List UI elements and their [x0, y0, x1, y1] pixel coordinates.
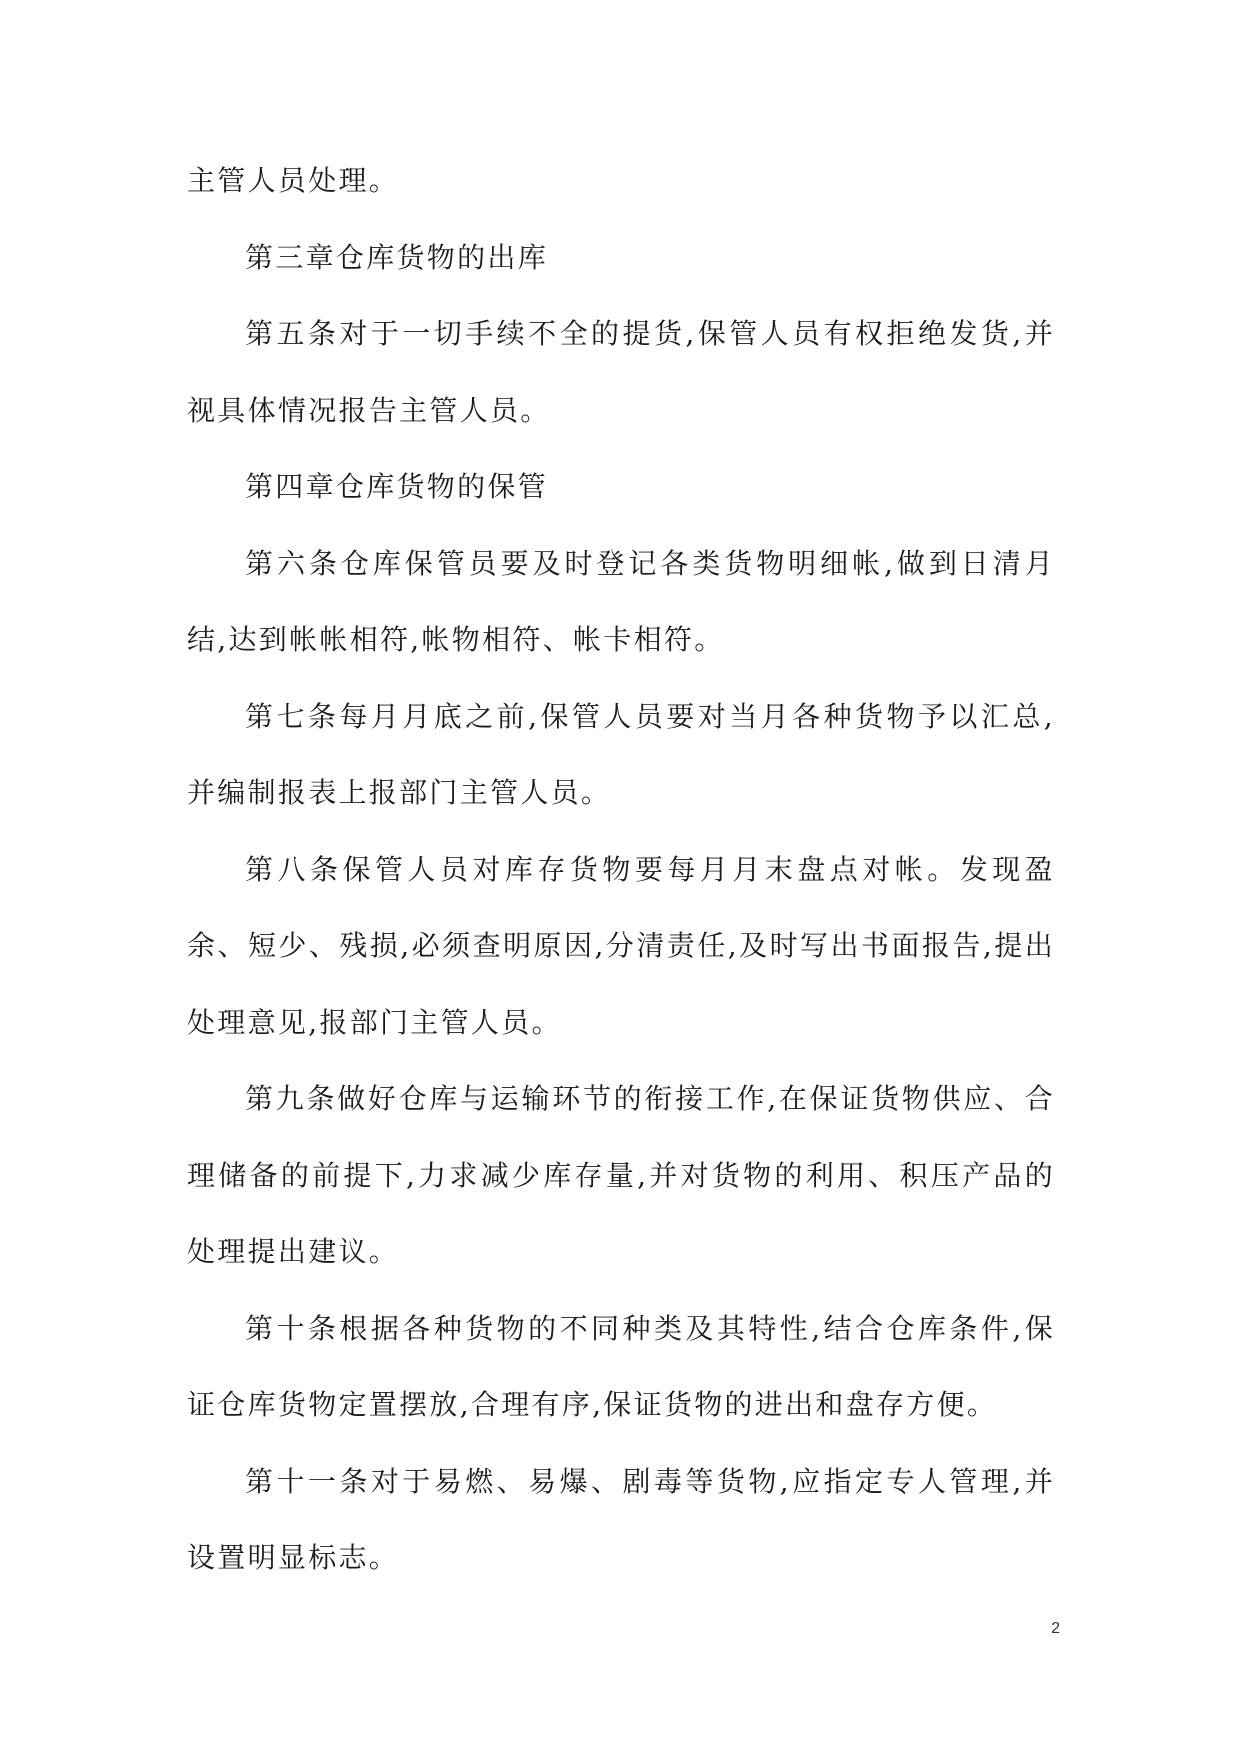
chapter-heading-3: 第三章仓库货物的出库 [245, 240, 549, 274]
article-5: 第五条对于一切手续不全的提货,保管人员有权拒绝发货,并视具体情况报告主管人员。 [187, 317, 1055, 427]
document-body [187, 143, 1055, 1597]
article-8: 第八条保管人员对库存货物要每月月末盘点对帐。发现盈余、短少、残损,必须查明原因,分清责任,及时写出书面报告,提出处理意见,报部门主管人员。 [187, 852, 1055, 1039]
article-7: 第七条每月月底之前,保管人员要对当月各种货物予以汇总,并编制报表上报部门主管人员。 [187, 699, 1055, 809]
paragraph-continuation: 主管人员处理。 [187, 164, 400, 197]
article-6: 第六条仓库保管员要及时登记各类货物明细帐,做到日清月结,达到帐帐相符,帐物相符、帐卡相符。 [187, 546, 1055, 656]
chapter-heading-4: 第四章仓库货物的保管 [245, 470, 549, 503]
article-9: 第九条做好仓库与运输环节的衔接工作,在保证货物供应、合理储备的前提下,力求减少库存量,并对货物的利用、积压产品的处理提出建议。 [187, 1082, 1055, 1268]
article-10: 第十条根据各种货物的不同种类及其特性,结合仓库条件,保证仓库货物定置摆放,合理有序,保证货物的进出和盘存方便。 [187, 1311, 1055, 1421]
page-number: 2 [1051, 1620, 1060, 1637]
article-11: 第十一条对于易燃、易爆、剧毒等货物,应指定专人管理,并设置明显标志。 [187, 1464, 1055, 1574]
